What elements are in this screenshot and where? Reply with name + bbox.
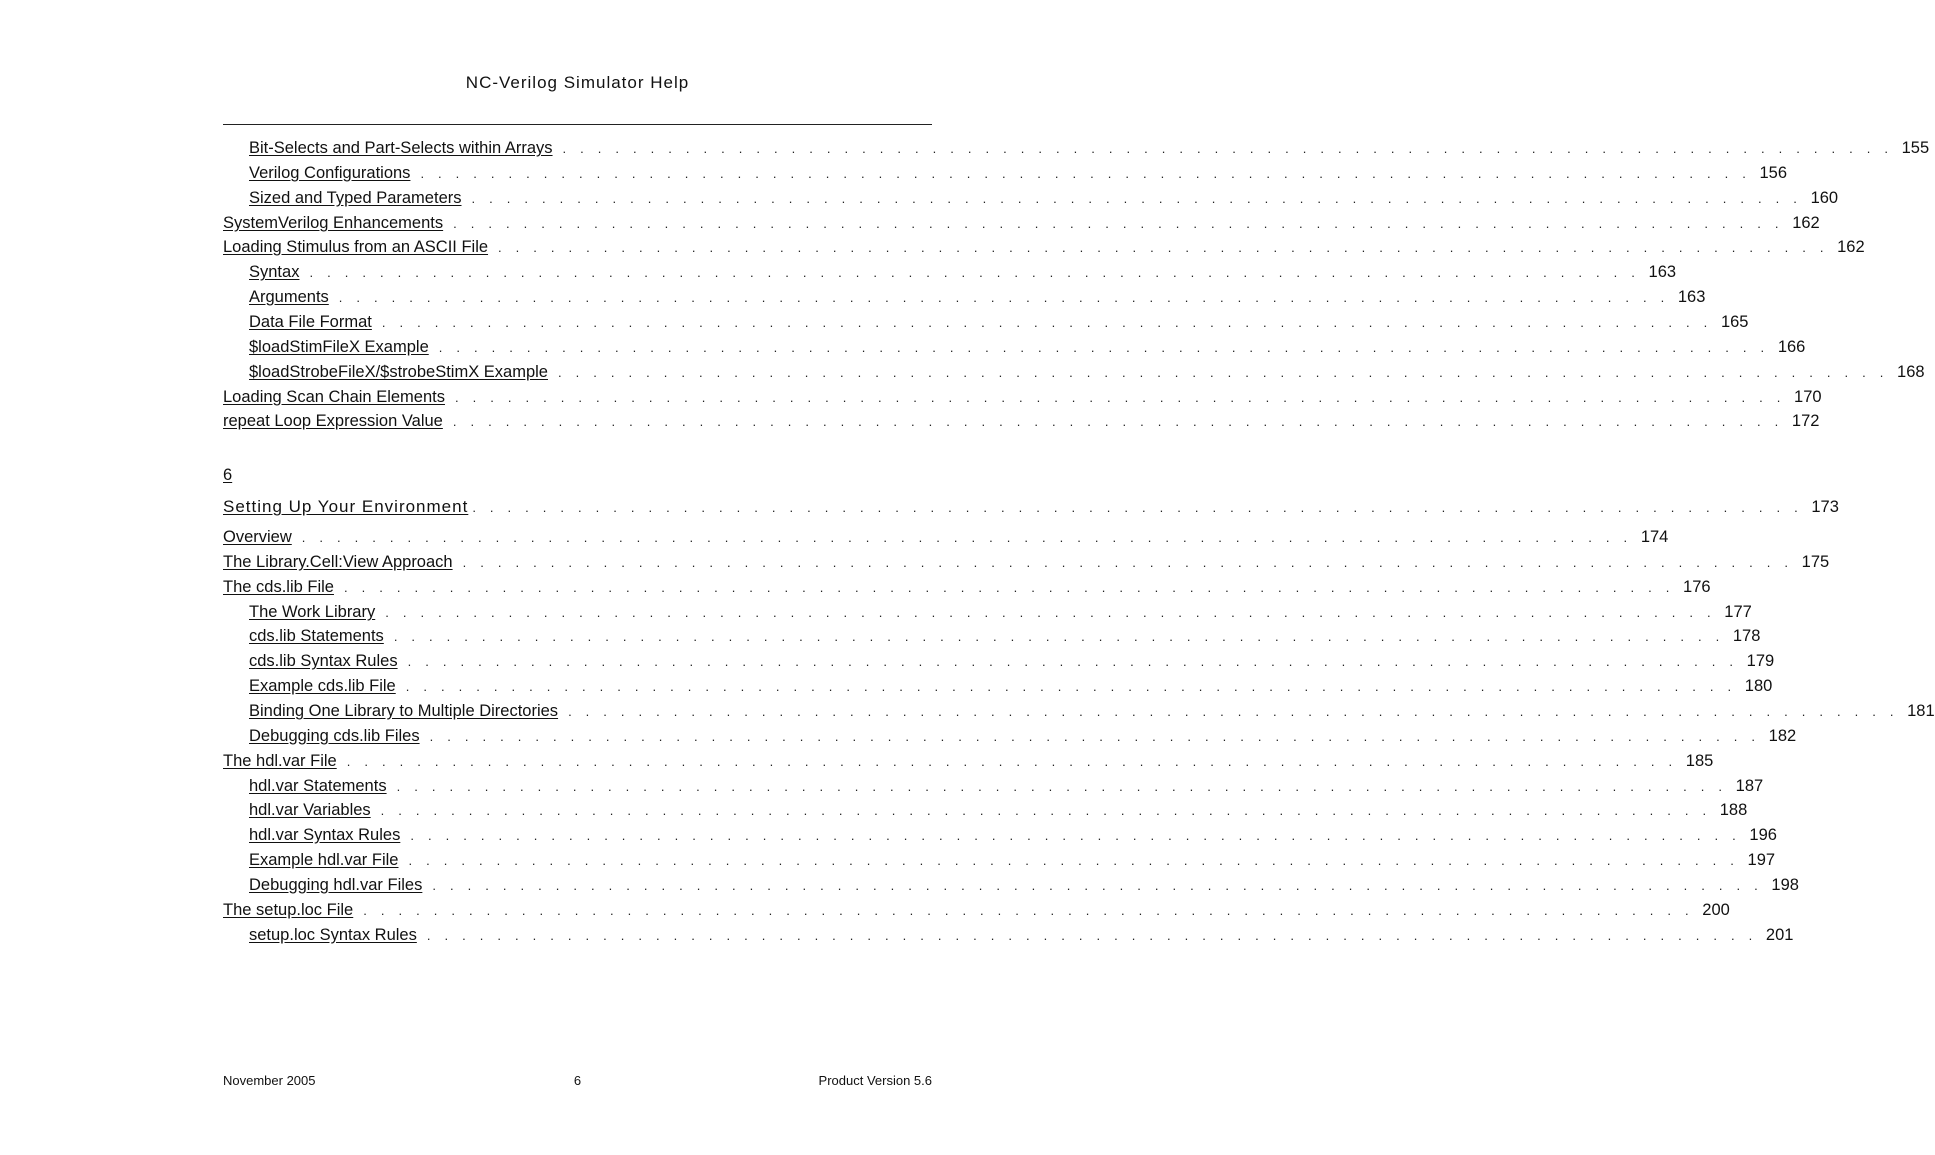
toc-entry-link[interactable]: Debugging cds.lib Files: [249, 727, 420, 745]
toc-entry-link[interactable]: Sized and Typed Parameters: [249, 189, 462, 207]
toc-entry: [223, 388, 1822, 410]
toc-page-number: 155: [1901, 139, 1930, 157]
page-footer: [223, 1073, 932, 1091]
toc-page-number: 173: [1811, 498, 1839, 516]
toc-entry-link[interactable]: Syntax: [249, 263, 300, 281]
toc-entry: [249, 139, 1930, 161]
toc-page-number: 197: [1747, 851, 1776, 869]
toc-entry-link[interactable]: The hdl.var File: [223, 752, 337, 770]
chapter-title-entry: [223, 497, 1839, 519]
dot-leader: . . . . . . . . . . . . . . . . . . . . . . . . . . . . . . . . . . . . . . . . . . . . . . . . . . . . . . . . . . . . . . . . . . . . . . . . . . . .: [380, 803, 1712, 818]
dot-leader: . . . . . . . . . . . . . . . . . . . . . . . . . . . . . . . . . . . . . . . . . . . . . . . . . . . . . . . . . . . . . . . . . . . . . . . . . . . .: [408, 853, 1740, 868]
toc-page-number: 162: [1837, 238, 1865, 256]
chapter-number-link[interactable]: 6: [223, 466, 233, 484]
toc-page-number: 181: [1907, 702, 1935, 720]
toc-entry-link[interactable]: The cds.lib File: [223, 578, 334, 596]
toc-entry: [249, 727, 1797, 749]
footer-page-number: 6: [573, 1073, 582, 1088]
dot-leader: . . . . . . . . . . . . . . . . . . . . . . . . . . . . . . . . . . . . . . . . . . . . . . . . . . . . . . . . . . . . . . . . . . . . . . . . . . . .: [568, 704, 1899, 719]
dot-leader: . . . . . . . . . . . . . . . . . . . . . . . . . . . . . . . . . . . . . . . . . . . . . . . . . . . . . . . . . . . . . . . . . . . . . . . . . . . .: [301, 530, 1633, 545]
toc-entry: [223, 578, 1711, 600]
page-header-title: NC-Verilog Simulator Help: [465, 73, 690, 92]
toc-page-number: 178: [1732, 627, 1761, 645]
dot-leader: . . . . . . . . . . . . . . . . . . . . . . . . . . . . . . . . . . . . . . . . . . . . . . . . . . . . . . . . . . . . . . . . . . . . . . . . . . . .: [426, 928, 1758, 943]
dot-leader: . . . . . . . . . . . . . . . . . . . . . . . . . . . . . . . . . . . . . . . . . . . . . . . . . . . . . . . . . . . . . . . . . . . . . . . . . . . .: [396, 779, 1728, 794]
toc-entry: [223, 528, 1669, 550]
toc-page-number: 182: [1768, 727, 1797, 745]
toc-page-number: 177: [1724, 603, 1752, 621]
toc-entry-link[interactable]: Debugging hdl.var Files: [249, 876, 423, 894]
dot-leader: . . . . . . . . . . . . . . . . . . . . . . . . . . . . . . . . . . . . . . . . . . . . . . . . . . . . . . . . . . . . . . . . . . . . . . . . . . . .: [338, 290, 1670, 305]
dot-leader: . . . . . . . . . . . . . . . . . . . . . . . . . . . . . . . . . . . . . . . . . . . . . . . . . . . . . . . . . . . . . . . . . . . . . . . . . . . .: [393, 629, 1725, 644]
dot-leader: . . . . . . . . . . . . . . . . . . . . . . . . . . . . . . . . . . . . . . . . . . . . . . . . . . . . . . . . . . . . . . . . . . . . . . . . . . . .: [385, 605, 1716, 620]
toc-entry: [223, 901, 1730, 923]
dot-leader: . . . . . . . . . . . . . . . . . . . . . . . . . . . . . . . . . . . . . . . . . . . . . . . . . . . . . . . . . . . . . . . . . . . . . . . . . . . .: [410, 828, 1741, 843]
toc-entry-link[interactable]: Bit-Selects and Part-Selects within Arrays: [249, 139, 553, 157]
toc-page-number: 196: [1749, 826, 1777, 844]
dot-leader: . . . . . . . . . . . . . . . . . . . . . . . . . . . . . . . . . . . . . . . . . . . . . . . . . . . . . . . . . . . . . . . . . . . . . . . . . . . .: [309, 265, 1641, 280]
toc-page-number: 188: [1719, 801, 1748, 819]
toc-page-number: 187: [1735, 777, 1764, 795]
toc-entry-link[interactable]: Overview: [223, 528, 292, 546]
dot-leader: . . . . . . . . . . . . . . . . . . . . . . . . . . . . . . . . . . . . . . . . . . . . . . . . . . . . . . . . . . . . . . . . . . . . . . . . . . . .: [363, 903, 1694, 918]
toc-entry: [249, 263, 1677, 285]
toc-entry-link[interactable]: Data File Format: [249, 313, 372, 331]
toc-entry-link[interactable]: setup.loc Syntax Rules: [249, 926, 417, 944]
toc-entry: [249, 876, 1799, 898]
chapter-title-link[interactable]: Setting Up Your Environment: [223, 497, 469, 516]
toc-page-number: 175: [1801, 553, 1830, 571]
toc-entry-link[interactable]: The Library.Cell:View Approach: [223, 553, 453, 571]
toc-entry-link[interactable]: hdl.var Statements: [249, 777, 387, 795]
toc-entry: [249, 189, 1839, 211]
dot-leader: . . . . . . . . . . . . . . . . . . . . . . . . . . . . . . . . . . . . . . . . . . . . . . . . . . . . . . . . . . . . . . . . . . . . . . . . . . . .: [471, 191, 1803, 206]
toc-page-number: 170: [1794, 388, 1822, 406]
toc-entry: [223, 752, 1714, 774]
header-divider: [223, 124, 932, 125]
toc-page-number: 166: [1777, 338, 1806, 356]
toc-entry-link[interactable]: cds.lib Syntax Rules: [249, 652, 398, 670]
toc-entry: [223, 412, 1820, 434]
dot-leader: . . . . . . . . . . . . . . . . . . . . . . . . . . . . . . . . . . . . . . . . . . . . . . . . . . . . . . . . . . . . . . . . . . . . . . . . . . . .: [472, 500, 1803, 515]
dot-leader: . . . . . . . . . . . . . . . . . . . . . . . . . . . . . . . . . . . . . . . . . . . . . . . . . . . . . . . . . . . . . . . . . . . . . . . . . . . .: [454, 390, 1786, 405]
toc-entry: [223, 238, 1865, 260]
toc-entry-link[interactable]: $loadStimFileX Example: [249, 338, 429, 356]
toc-entry: [249, 164, 1788, 186]
toc-page-number: 201: [1765, 926, 1794, 944]
toc-entry-link[interactable]: Verilog Configurations: [249, 164, 411, 182]
toc-entry: [249, 652, 1775, 674]
dot-leader: . . . . . . . . . . . . . . . . . . . . . . . . . . . . . . . . . . . . . . . . . . . . . . . . . . . . . . . . . . . . . . . . . . . . . . . . . . . .: [453, 216, 1784, 231]
toc-page-number: 176: [1683, 578, 1711, 596]
toc-page-number: 180: [1744, 677, 1773, 695]
toc-entry-link[interactable]: The setup.loc File: [223, 901, 354, 919]
toc-entry: [249, 926, 1794, 948]
toc-page-number: 174: [1640, 528, 1669, 546]
dot-leader: . . . . . . . . . . . . . . . . . . . . . . . . . . . . . . . . . . . . . . . . . . . . . . . . . . . . . . . . . . . . . . . . . . . . . . . . . . . .: [343, 580, 1675, 595]
toc-page-number: 156: [1759, 164, 1788, 182]
toc-entry-link[interactable]: $loadStrobeFileX/$strobeStimX Example: [249, 363, 548, 381]
dot-leader: . . . . . . . . . . . . . . . . . . . . . . . . . . . . . . . . . . . . . . . . . . . . . . . . . . . . . . . . . . . . . . . . . . . . . . . . . . . .: [405, 679, 1737, 694]
toc-entry: [249, 851, 1776, 873]
dot-leader: . . . . . . . . . . . . . . . . . . . . . . . . . . . . . . . . . . . . . . . . . . . . . . . . . . . . . . . . . . . . . . . . . . . . . . . . . . . .: [438, 340, 1770, 355]
footer-product-version: Product Version 5.6: [818, 1073, 932, 1088]
toc-entry: [249, 826, 1777, 848]
toc-entry-link[interactable]: repeat Loop Expression Value: [223, 412, 443, 430]
toc-page-number: 162: [1792, 214, 1820, 232]
toc-page-number: 160: [1810, 189, 1839, 207]
dot-leader: . . . . . . . . . . . . . . . . . . . . . . . . . . . . . . . . . . . . . . . . . . . . . . . . . . . . . . . . . . . . . . . . . . . . . . . . . . . .: [462, 555, 1794, 570]
toc-page-number: 163: [1648, 263, 1677, 281]
dot-leader: . . . . . . . . . . . . . . . . . . . . . . . . . . . . . . . . . . . . . . . . . . . . . . . . . . . . . . . . . . . . . . . . . . . . . . . . . . . .: [429, 729, 1761, 744]
dot-leader: . . . . . . . . . . . . . . . . . . . . . . . . . . . . . . . . . . . . . . . . . . . . . . . . . . . . . . . . . . . . . . . . . . . . . . . . . . . .: [498, 240, 1829, 255]
toc-entry: [249, 363, 1925, 385]
toc-entry: [249, 702, 1935, 724]
toc-entry-link[interactable]: SystemVerilog Enhancements: [223, 214, 444, 232]
dot-leader: . . . . . . . . . . . . . . . . . . . . . . . . . . . . . . . . . . . . . . . . . . . . . . . . . . . . . . . . . . . . . . . . . . . . . . . . . . . .: [562, 141, 1894, 156]
dot-leader: . . . . . . . . . . . . . . . . . . . . . . . . . . . . . . . . . . . . . . . . . . . . . . . . . . . . . . . . . . . . . . . . . . . . . . . . . . . .: [557, 365, 1889, 380]
toc-entry: [249, 801, 1748, 823]
dot-leader: . . . . . . . . . . . . . . . . . . . . . . . . . . . . . . . . . . . . . . . . . . . . . . . . . . . . . . . . . . . . . . . . . . . . . . . . . . . .: [452, 414, 1784, 429]
toc-entry: [223, 214, 1820, 236]
toc-entry: [249, 677, 1773, 699]
dot-leader: . . . . . . . . . . . . . . . . . . . . . . . . . . . . . . . . . . . . . . . . . . . . . . . . . . . . . . . . . . . . . . . . . . . . . . . . . . . .: [346, 754, 1678, 769]
toc-entry: [249, 338, 1806, 360]
toc-entry-link[interactable]: The Work Library: [249, 603, 376, 621]
toc-entry-link[interactable]: Binding One Library to Multiple Directories: [249, 702, 559, 720]
toc-page-number: 179: [1746, 652, 1775, 670]
toc-page-number: 172: [1791, 412, 1820, 430]
toc-page-number: 163: [1677, 288, 1706, 306]
dot-leader: . . . . . . . . . . . . . . . . . . . . . . . . . . . . . . . . . . . . . . . . . . . . . . . . . . . . . . . . . . . . . . . . . . . . . . . . . . . .: [407, 654, 1739, 669]
toc-entry-link[interactable]: hdl.var Variables: [249, 801, 371, 819]
toc-page-number: 200: [1702, 901, 1730, 919]
toc-entry: [249, 288, 1706, 310]
toc-entry-link[interactable]: Loading Stimulus from an ASCII File: [223, 238, 489, 256]
footer-date: November 2005: [223, 1073, 316, 1088]
toc-page-number: 198: [1771, 876, 1799, 894]
toc-entry-link[interactable]: Loading Scan Chain Elements: [223, 388, 445, 406]
dot-leader: . . . . . . . . . . . . . . . . . . . . . . . . . . . . . . . . . . . . . . . . . . . . . . . . . . . . . . . . . . . . . . . . . . . . . . . . . . . .: [381, 315, 1713, 330]
toc-entry-link[interactable]: Example hdl.var File: [249, 851, 399, 869]
toc-entry: [249, 627, 1761, 649]
dot-leader: . . . . . . . . . . . . . . . . . . . . . . . . . . . . . . . . . . . . . . . . . . . . . . . . . . . . . . . . . . . . . . . . . . . . . . . . . . . .: [420, 166, 1752, 181]
toc-entry: [223, 553, 1830, 575]
toc-page-number: 185: [1685, 752, 1714, 770]
toc-entry: [249, 313, 1749, 335]
toc-page-number: 165: [1720, 313, 1749, 331]
dot-leader: . . . . . . . . . . . . . . . . . . . . . . . . . . . . . . . . . . . . . . . . . . . . . . . . . . . . . . . . . . . . . . . . . . . . . . . . . . . .: [432, 878, 1763, 893]
toc-entry-link[interactable]: cds.lib Statements: [249, 627, 384, 645]
toc-entry-link[interactable]: Arguments: [249, 288, 329, 306]
toc-entry-link[interactable]: Example cds.lib File: [249, 677, 396, 695]
toc-entry-link[interactable]: hdl.var Syntax Rules: [249, 826, 401, 844]
toc-entry: [249, 777, 1764, 799]
toc-page-number: 168: [1897, 363, 1925, 381]
toc-entry: [249, 603, 1752, 625]
